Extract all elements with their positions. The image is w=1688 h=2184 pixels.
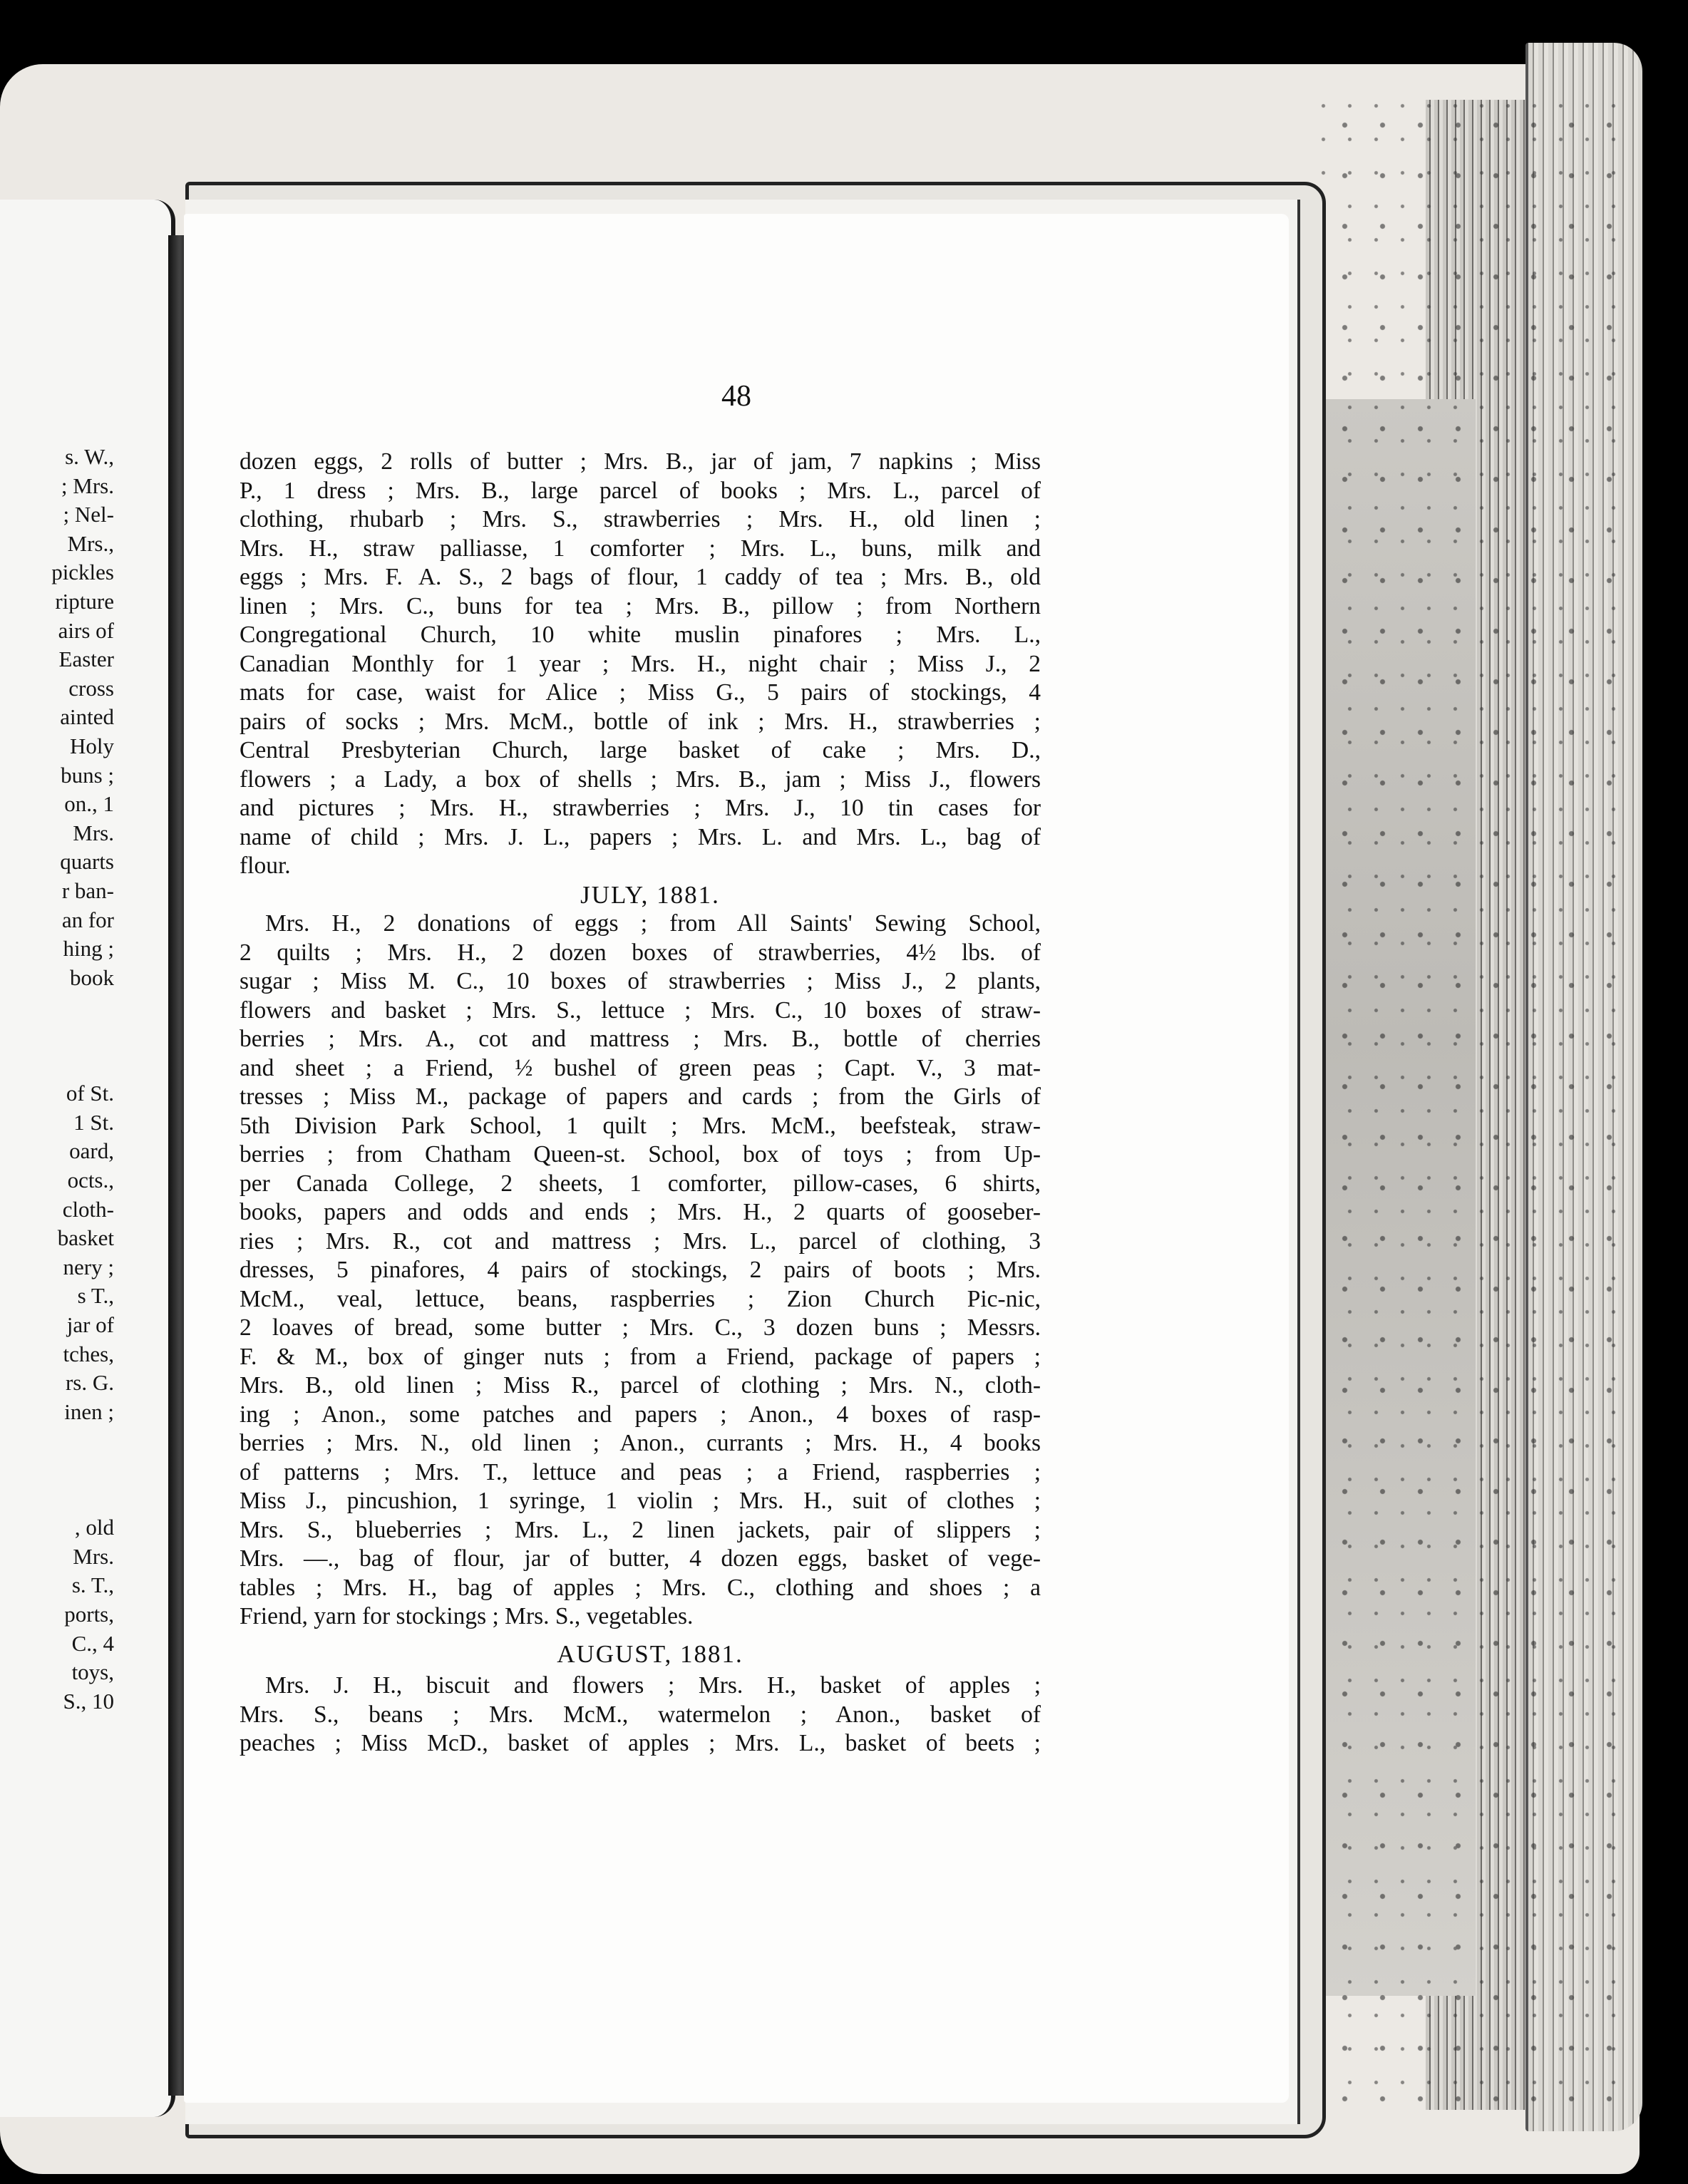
text-line: F. & M., box of ginger nuts ; from a Friend, package of papers ; (240, 1343, 1041, 1370)
foxing-specks (1319, 86, 1632, 2110)
text-line: flour. (240, 853, 291, 879)
text-line: clothing, rhubarb ; Mrs. S., strawberries ; Mrs. H., old linen ; (240, 506, 1041, 532)
text-line: ries ; Mrs. R., cot and mattress ; Mrs. L., parcel of clothing, 3 (240, 1227, 1041, 1255)
left-page-fragment: pickles (51, 560, 114, 585)
left-page-fragment: ripture (55, 589, 114, 614)
text-line: flowers and basket ; Mrs. S., lettuce ; Mrs. C., 10 boxes of straw- (240, 996, 1041, 1024)
text-line: ing ; Anon., some patches and papers ; Anon., 4 boxes of rasp- (240, 1401, 1041, 1428)
text-line: 5th Division Park School, 1 quilt ; Mrs. McM., beefsteak, straw- (240, 1112, 1041, 1139)
left-page-fragment: s. T., (71, 1572, 114, 1598)
left-page-fragment: inen ; (64, 1399, 114, 1424)
left-page-fragment: cloth- (62, 1196, 114, 1222)
left-page-fragment: Easter (58, 647, 114, 672)
text-line: per Canada College, 2 sheets, 1 comforter, pillow-cases, 6 shirts, (240, 1170, 1041, 1197)
page-text (240, 448, 1041, 1758)
left-page-fragment: an for (61, 907, 114, 932)
left-page-fragment: ainted (60, 704, 114, 730)
left-page-fragment: jar of (66, 1312, 114, 1337)
text-line: Mrs. H., 2 donations of eggs ; from All Saints' Sewing School, (265, 910, 1041, 937)
left-page-fragment: s T., (77, 1283, 114, 1309)
text-line: peaches ; Miss McD., basket of apples ; Mrs. L., basket of beets ; (240, 1730, 1041, 1756)
left-page-fragment: airs of (58, 617, 114, 643)
text-line: 2 quilts ; Mrs. H., 2 dozen boxes of strawberries, 4½ lbs. of (240, 939, 1041, 966)
text-line: Mrs. H., straw palliasse, 1 comforter ; Mrs. L., buns, milk and (240, 535, 1041, 562)
left-page-fragment: , old (74, 1515, 114, 1540)
left-facing-page (0, 200, 175, 2117)
text-line: sugar ; Miss M. C., 10 boxes of strawberries ; Miss J., 2 plants, (240, 968, 1041, 994)
text-line: Mrs. S., blueberries ; Mrs. L., 2 linen jackets, pair of slippers ; (240, 1516, 1041, 1543)
text-line: dozen eggs, 2 rolls of butter ; Mrs. B., jar of jam, 7 napkins ; Miss (240, 448, 1041, 475)
text-line: dresses, 5 pinafores, 4 pairs of stockings, 2 pairs of boots ; Mrs. (240, 1257, 1041, 1283)
left-page-fragment: quarts (60, 849, 114, 875)
left-page-fragment: nery ; (63, 1254, 114, 1279)
text-line: Mrs. S., beans ; Mrs. McM., watermelon ; Anon., basket of (240, 1701, 1041, 1728)
left-page-fragment: book (70, 964, 114, 990)
text-line: flowers ; a Lady, a box of shells ; Mrs. B., jam ; Miss J., flowers (240, 766, 1041, 793)
text-line: McM., veal, lettuce, beans, raspberries ; Zion Church Pic-nic, (240, 1285, 1041, 1312)
text-line: mats for case, waist for Alice ; Miss G., 5 pairs of stockings, 4 (240, 679, 1041, 706)
page-number: 48 (721, 380, 751, 413)
left-page-fragment: Mrs., (67, 530, 114, 556)
text-line: berries ; from Chatham Queen-st. School, box of toys ; from Up- (240, 1141, 1041, 1168)
text-line: Congregational Church, 10 white muslin pinafores ; Mrs. L., (240, 622, 1041, 648)
main-page (184, 214, 1289, 2103)
text-line: books, papers and odds and ends ; Mrs. H., 2 quarts of gooseber- (240, 1199, 1041, 1225)
text-line: tresses ; Miss M., package of papers and cards ; from the Girls of (240, 1083, 1041, 1110)
text-line: berries ; Mrs. A., cot and mattress ; Mrs. B., bottle of cherries (240, 1026, 1041, 1052)
text-line: tables ; Mrs. H., bag of apples ; Mrs. C., clothing and shoes ; a (240, 1574, 1041, 1601)
left-page-fragment: C., 4 (71, 1630, 114, 1656)
left-page-fragment: Mrs. (73, 1543, 114, 1569)
left-page-fragment: 1 St. (73, 1109, 114, 1135)
left-page-fragment: toys, (71, 1659, 114, 1685)
text-line: berries ; Mrs. N., old linen ; Anon., currants ; Mrs. H., 4 books (240, 1430, 1041, 1456)
left-page-fragment: octs., (67, 1168, 114, 1193)
left-page-fragment: ; Mrs. (61, 473, 114, 498)
text-line: and pictures ; Mrs. H., strawberries ; Mrs. J., 10 tin cases for (240, 795, 1041, 821)
left-page-fragment: S., 10 (63, 1688, 114, 1714)
left-page-fragment: Mrs. (73, 820, 114, 845)
left-page-fragment: of St. (66, 1081, 114, 1106)
text-line: Mrs. J. H., biscuit and flowers ; Mrs. H., basket of apples ; (265, 1672, 1041, 1699)
section-heading: AUGUST, 1881. (557, 1639, 743, 1668)
left-page-fragment: buns ; (61, 762, 114, 788)
text-line: Friend, yarn for stockings ; Mrs. S., vegetables. (240, 1603, 694, 1629)
text-line: linen ; Mrs. C., buns for tea ; Mrs. B., pillow ; from Northern (240, 592, 1041, 619)
text-line: name of child ; Mrs. J. L., papers ; Mrs. L. and Mrs. L., bag of (240, 823, 1041, 850)
left-page-fragment: tches, (63, 1341, 114, 1366)
text-line: P., 1 dress ; Mrs. B., large parcel of books ; Mrs. L., parcel of (240, 477, 1041, 504)
left-page-fragment: ; Nel- (63, 502, 114, 527)
text-line: pairs of socks ; Mrs. McM., bottle of ink ; Mrs. H., strawberries ; (240, 708, 1041, 735)
left-page-fragment: ports, (64, 1602, 114, 1627)
text-line: Central Presbyterian Church, large basket of cake ; Mrs. D., (240, 737, 1041, 763)
left-page-fragment: rs. G. (65, 1370, 114, 1396)
left-page-fragment: on., 1 (64, 791, 114, 817)
text-line: of patterns ; Mrs. T., lettuce and peas ; a Friend, raspberries ; (240, 1458, 1041, 1485)
text-line: Canadian Monthly for 1 year ; Mrs. H., night chair ; Miss J., 2 (240, 650, 1041, 677)
left-page-fragment: r ban- (61, 878, 114, 903)
section-heading: JULY, 1881. (580, 880, 720, 909)
text-line: Mrs. —., bag of flour, jar of butter, 4 dozen eggs, basket of vege- (240, 1545, 1041, 1572)
left-page-fragment: Holy (70, 733, 114, 758)
text-line: and sheet ; a Friend, ½ bushel of green peas ; Capt. V., 3 mat- (240, 1054, 1041, 1081)
left-page-fragment: s. W., (65, 444, 114, 469)
text-line: Mrs. B., old linen ; Miss R., parcel of clothing ; Mrs. N., cloth- (240, 1372, 1041, 1399)
text-line: 2 loaves of bread, some butter ; Mrs. C., 3 dozen buns ; Messrs. (240, 1314, 1041, 1341)
left-page-fragment: hing ; (63, 936, 114, 962)
left-page-fragment: oard, (69, 1138, 114, 1164)
text-line: Miss J., pincushion, 1 syringe, 1 violin ; Mrs. H., suit of clothes ; (240, 1488, 1041, 1514)
text-line: eggs ; Mrs. F. A. S., 2 bags of flour, 1 caddy of tea ; Mrs. B., old (240, 564, 1041, 590)
left-page-fragment: cross (68, 675, 114, 701)
left-page-fragment: basket (57, 1225, 114, 1251)
